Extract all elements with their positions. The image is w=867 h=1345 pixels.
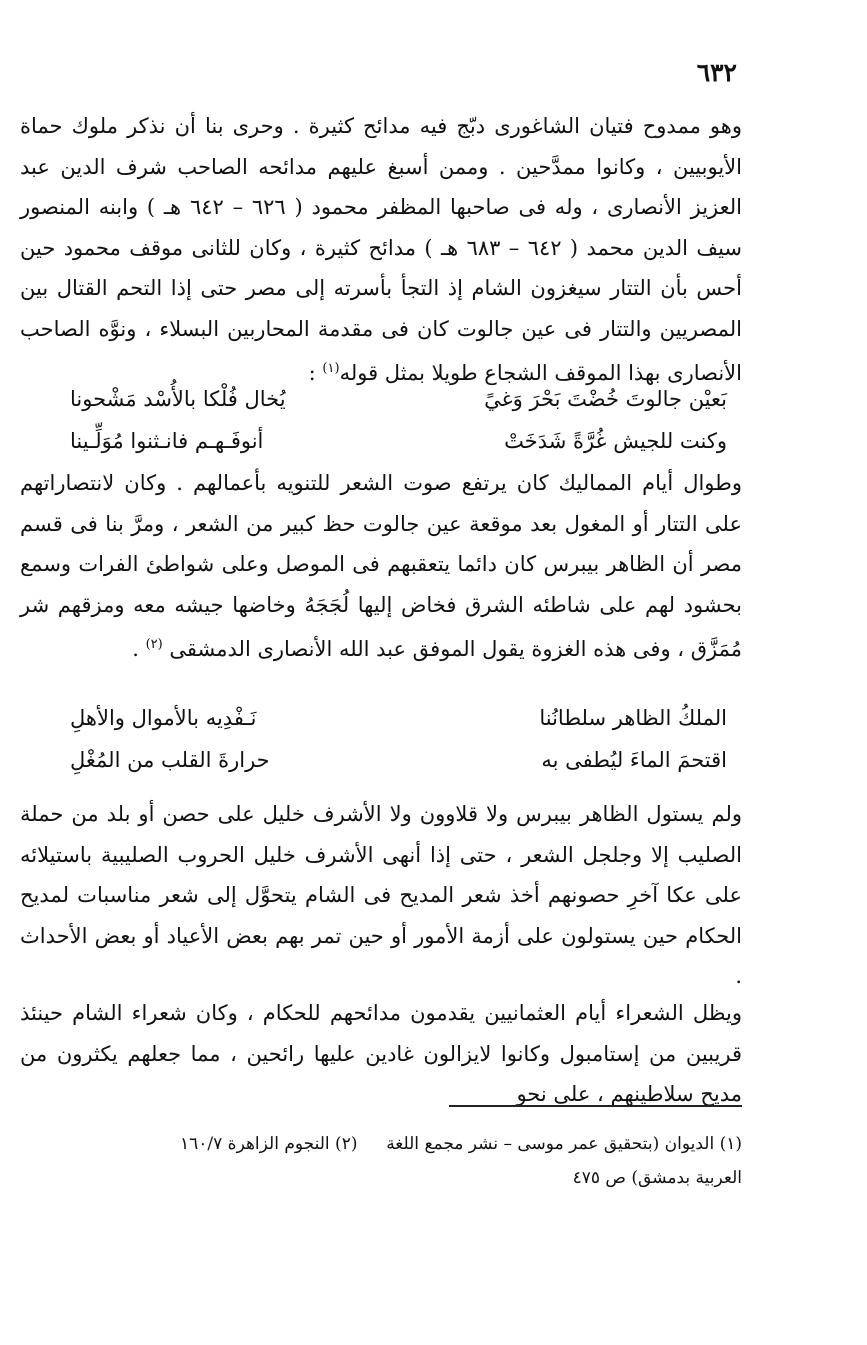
- verse-hemistich-second: نَـفْدِيه بالأموال والأهلِ: [70, 706, 257, 730]
- paragraph-2-end: .: [132, 637, 146, 661]
- footnote-divider: [449, 1105, 742, 1107]
- verse-hemistich-second: حرارةَ القلب من المُغْلِ: [70, 748, 270, 772]
- verse-block-1: [70, 378, 727, 462]
- footnote-mark-2: (٢): [145, 637, 163, 652]
- page-number: ٦٣٢: [696, 58, 737, 87]
- verse-hemistich-first: وكنت للجيش غُرَّةً شَدَخَتْ: [504, 429, 727, 453]
- footnotes: [180, 1127, 742, 1195]
- footnote-row: [180, 1127, 742, 1161]
- footnote-2: (٢) النجوم الزاهرة ١٦٠/٧: [180, 1134, 358, 1154]
- verse-line: [70, 420, 727, 462]
- verse-line: [70, 378, 727, 420]
- paragraph-1: [20, 106, 742, 394]
- paragraph-1-text: وهو ممدوح فتيان الشاغورى دبّج فيه مدائح كثيرة . وحرى بنا أن نذكر ملوك حماة الأيوبيين ، وكانوا ممدَّحين . وممن أسبغ عليهم مدائحه الصاحب شرف الدين عبد العزيز الأنصارى ، وله فى صاحبها المظفر محمود ( ٦٢٦ – ٦٤٢ هـ ) وابنه المنصور سيف الدين محمد ( ٦٤٢ – ٦٨٣ هـ ) مدائح كثيرة ، وكان للثانى موقف محمود حين أحس بأن التتار سيغزون الشام إذ التجأ بأسرته إلى مصر حتى إذا التحم القتال بين المصريين والتتار فى عين جالوت كان فى مقدمة المحاربين البسلاء ، ونوَّه الصاحب الأنصارى بهذا الموقف الشجاع طويلا بمثل قوله: [20, 114, 742, 385]
- verse-hemistich-first: اقتحمَ الماءَ ليُطفى به: [541, 748, 727, 772]
- paragraph-2-text: وطوال أيام المماليك كان يرتفع صوت الشعر للتنويه بأعمالهم . وكان لانتصاراتهم على التتار أو المغول بعد موقعة عين جالوت حظ كبير من الشعر ، ومرَّ بنا فى قسم مصر أن الظاهر بيبرس كان دائما يتعقبهم فى الموصل وعلى شواطئ الفرات وسمع بحشود لهم على شاطئه الشرق فخاض إليها لُجَجَهُ وخاضها جيشه معه ومزقهم شر مُمَزَّق ، وفى هذه الغزوة يقول الموفق عبد الله الأنصارى الدمشقى: [20, 471, 742, 661]
- verse-hemistich-second: يُخال فُلْكا بالأُسْد مَشْحونا: [70, 387, 286, 411]
- paragraph-3: ولم يستول الظاهر بيبرس ولا قلاوون ولا الأشرف خليل على حصن أو بلد من حملة الصليب إلا وجلجل الشعر ، حتى إذا أنهى الأشرف خليل الحروب الصليبية باستيلائه على عكا آخرِ حصونهم أخذ شعر المديح فى الشام يتحوَّل إلى شعر مناسبات لمديح الحكام حين يستولون على أزمة الأمور أو حين تمر بهم بعض الأعياد أو بعض الأحداث .: [20, 802, 742, 988]
- verse-hemistich-first: الملكُ الظاهر سلطانُنا: [539, 706, 727, 730]
- verse-hemistich-second: أنوفَـهـم فانـثنوا مُوَلِّـينا: [70, 429, 264, 453]
- footnote-1: (١) الديوان (بتحقيق عمر موسى – نشر مجمع اللغة: [386, 1134, 742, 1154]
- paragraph-2: [20, 463, 742, 670]
- verse-hemistich-first: بَعيْن جالوتَ خُضْتَ بَحْرَ وَغيً: [484, 387, 727, 411]
- verse-block-2: [70, 697, 727, 781]
- verse-line: [70, 697, 727, 739]
- verse-line: [70, 739, 727, 781]
- paragraph-4: ويظل الشعراء أيام العثمانيين يقدمون مدائحهم للحكام ، وكان شعراء الشام حينئذ قريبين من إستامبول وكانوا لايزالون غادين عليها رائحين ، مما جعلهم يكثرون من مديح سلاطينهم ، على نحو: [20, 1001, 742, 1106]
- footnote-mark-1: (١): [322, 361, 340, 376]
- paragraph-1-end: :: [308, 361, 323, 385]
- footnote-1-continued: العربية بدمشق) ص ٤٧٥: [572, 1168, 742, 1188]
